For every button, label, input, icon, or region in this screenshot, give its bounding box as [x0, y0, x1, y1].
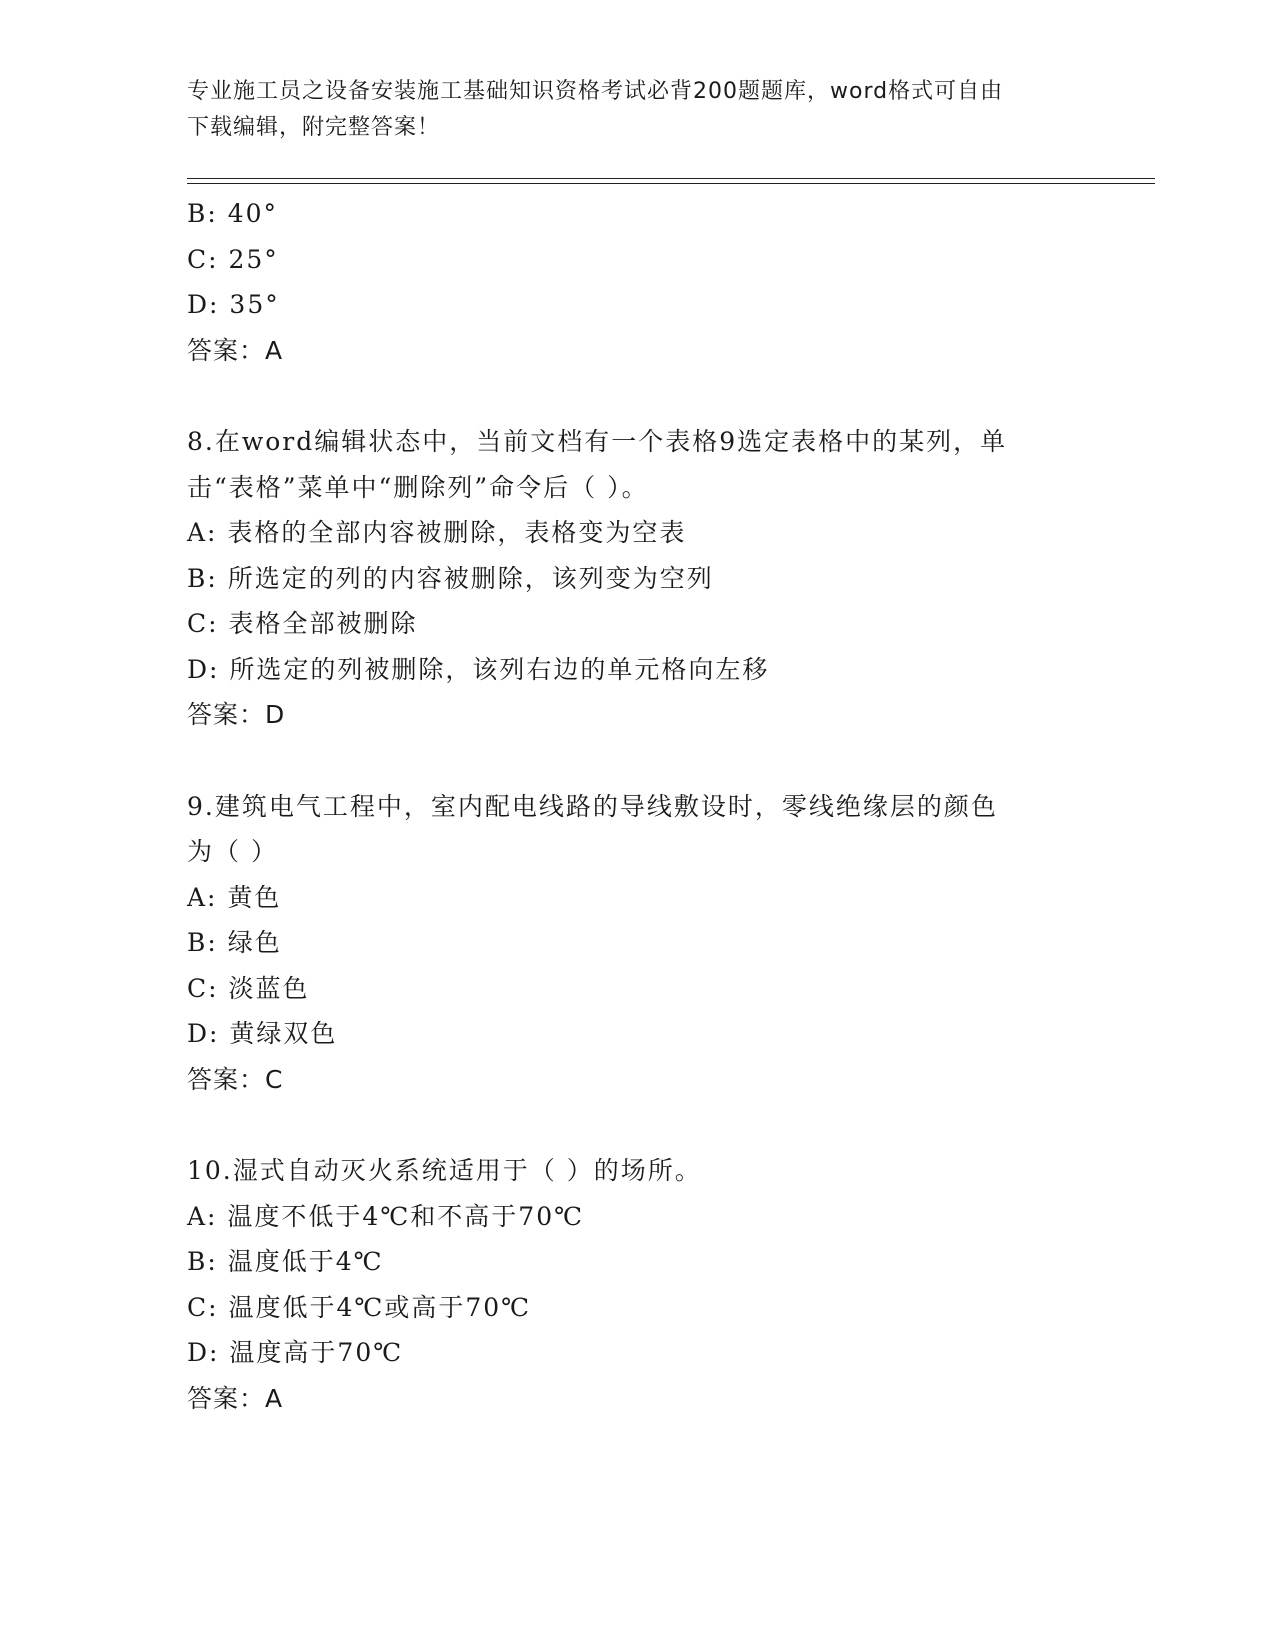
question-stem-line-2: 击“表格”菜单中“删除列”命令后（ ）。: [187, 472, 649, 502]
header-divider-bottom: [187, 183, 1155, 184]
option-b: B: 绿色: [187, 928, 282, 957]
option-b: B: 40°: [187, 199, 279, 228]
option-a: A: 表格的全部内容被删除，表格变为空表: [187, 518, 687, 547]
document-header: [187, 74, 1087, 146]
option-b: B: 温度低于4℃: [187, 1247, 384, 1276]
document-body: [187, 191, 1087, 1421]
option-b: B: 所选定的列的内容被删除，该列变为空列: [187, 563, 714, 593]
option-d: D: 温度高于70℃: [187, 1338, 404, 1367]
question-8: [187, 419, 1087, 738]
header-line-2: 下载编辑，附完整答案！: [187, 115, 441, 140]
question-stem-line-1: 10.湿式自动灭火系统适用于（ ）的场所。: [187, 1156, 702, 1185]
question-stem-line-1: 8.在word编辑状态中，当前文档有一个表格9选定表格中的某列，单: [187, 427, 1008, 456]
answer-label: 答案：A: [187, 1383, 284, 1413]
option-c: C: 25°: [187, 244, 279, 274]
question-7-tail: [187, 191, 1087, 373]
answer-label: 答案：C: [187, 1064, 284, 1094]
option-c: C: 表格全部被删除: [187, 609, 418, 638]
option-d: D: 所选定的列被删除，该列右边的单元格向左移: [187, 654, 770, 684]
question-stem-line-1: 9.建筑电气工程中，室内配电线路的导线敷设时，零线绝缘层的颜色: [187, 791, 998, 821]
question-10: [187, 1148, 1087, 1421]
answer-label: 答案：A: [187, 335, 284, 365]
option-d: D: 35°: [187, 290, 280, 319]
option-a: A: 黄色: [187, 882, 282, 912]
question-stem-line-2: 为（ ）: [187, 837, 278, 866]
header-divider-top: [187, 178, 1155, 179]
header-line-1: 专业施工员之设备安装施工基础知识资格考试必背200题题库，word格式可自由: [187, 79, 1004, 104]
answer-label: 答案：D: [187, 700, 286, 729]
question-9: [187, 784, 1087, 1103]
option-c: C: 淡蓝色: [187, 973, 310, 1003]
option-a: A: 温度不低于4℃和不高于70℃: [187, 1201, 585, 1231]
option-d: D: 黄绿双色: [187, 1019, 338, 1048]
option-c: C: 温度低于4℃或高于70℃: [187, 1292, 532, 1322]
